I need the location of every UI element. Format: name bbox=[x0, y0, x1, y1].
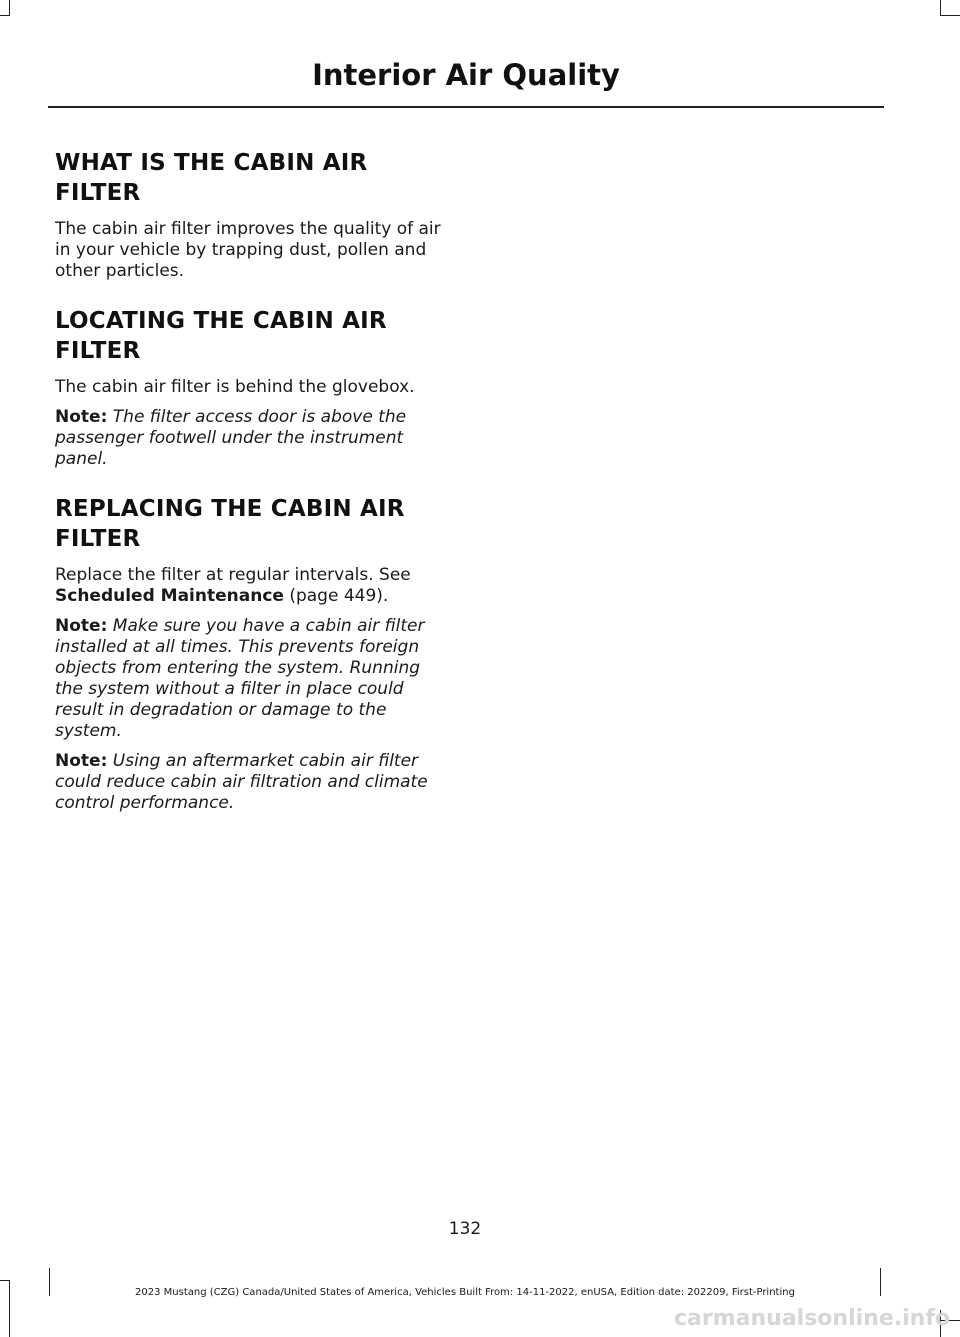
note-aftermarket bbox=[55, 751, 448, 814]
crop-mark-bottom-left-h bbox=[0, 1280, 10, 1281]
page-number: 132 bbox=[448, 1219, 482, 1239]
section-heading-replacing bbox=[55, 494, 448, 554]
heading-line: REPLACING THE CABIN AIR bbox=[55, 496, 405, 522]
header-divider bbox=[48, 106, 884, 108]
paragraph-locating: The cabin air filter is behind the glovebox. bbox=[55, 377, 415, 397]
crop-mark-top-right-v bbox=[940, 0, 941, 15]
section-heading-locating bbox=[55, 306, 448, 366]
footer-edition-info: 2023 Mustang (CZG) Canada/United States of America, Vehicles Built From: 14-11-2022, enUSA, Edition date: 202209, First-Printing bbox=[135, 1287, 795, 1298]
note-label: Note: bbox=[55, 751, 108, 771]
heading-line: FILTER bbox=[55, 526, 141, 552]
note-text: The filter access door is above the passenger footwell under the instrument panel. bbox=[55, 407, 407, 469]
watermark: carmanualsonline.info bbox=[674, 1306, 950, 1331]
content-column bbox=[55, 148, 448, 814]
heading-line: LOCATING THE CABIN AIR bbox=[55, 308, 387, 334]
note-locating bbox=[55, 407, 448, 470]
crop-mark-top-left-v bbox=[9, 0, 10, 15]
body-prefix: Replace the filter at regular intervals. See bbox=[55, 565, 411, 585]
paragraph-what-is: The cabin air filter improves the quality of air in your vehicle by trapping dust, pollen and other particles. bbox=[55, 219, 441, 281]
heading-line: FILTER bbox=[55, 338, 141, 364]
crop-mark-top-left-h bbox=[0, 15, 10, 16]
heading-line: WHAT IS THE CABIN AIR bbox=[55, 150, 368, 176]
scheduled-maintenance-link[interactable]: Scheduled Maintenance bbox=[55, 586, 284, 606]
heading-line: FILTER bbox=[55, 180, 141, 206]
note-text: Using an aftermarket cabin air filter could reduce cabin air filtration and climate control performance. bbox=[55, 751, 428, 813]
note-label: Note: bbox=[55, 407, 108, 427]
note-label: Note: bbox=[55, 616, 108, 636]
section-heading-what-is bbox=[55, 148, 448, 208]
page-title: Interior Air Quality bbox=[312, 58, 620, 92]
paragraph-replacing bbox=[55, 565, 448, 607]
crop-mark-top-right-h bbox=[940, 15, 960, 16]
body-suffix: (page 449). bbox=[289, 586, 389, 606]
note-installed bbox=[55, 616, 448, 742]
note-text: Make sure you have a cabin air filter installed at all times. This prevents foreign objects from entering the system. Running the system without a filter in place could result in degradation or damage to the system. bbox=[55, 616, 425, 741]
